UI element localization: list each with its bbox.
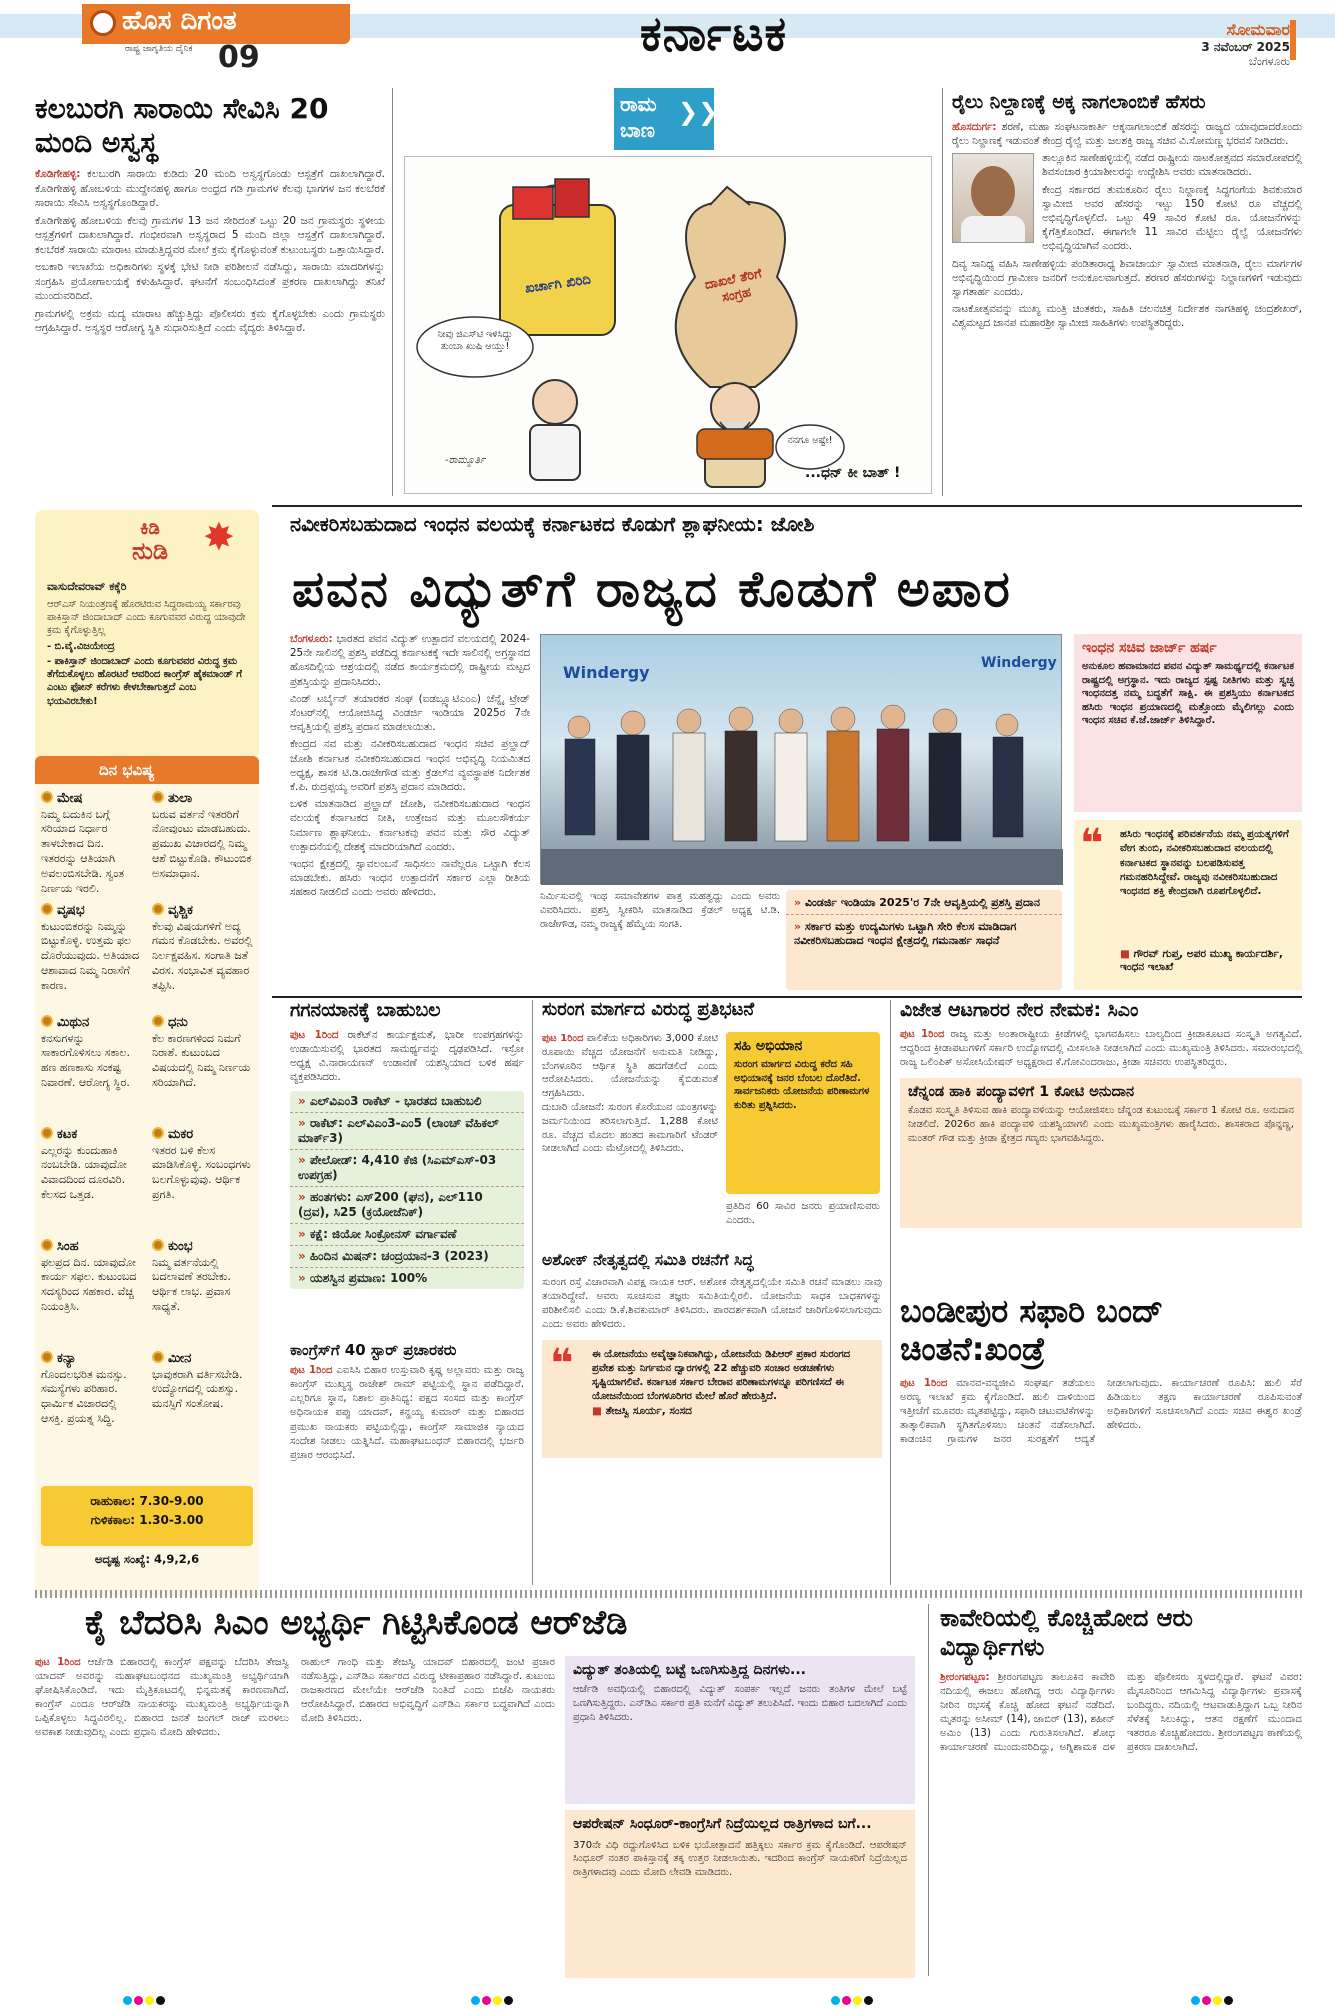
column-rule	[942, 88, 943, 496]
story-rjd	[35, 1604, 915, 1979]
dateline: ಪುಟ 1ರಿಂದ	[900, 1377, 948, 1389]
sign-text: ಬರುವ ವರ್ತನೆ ಇತರರಿಗೆ ನೋವುಂಟು ಮಾಡಬಹುದು. ಪ್ರಮುಖ ವಿಚಾರದಲ್ಲಿ ನಿಮ್ಮ ಆಶೆ ಬಿಟ್ಟುಕೊಡಿ. ಕೌಟುಂಬಿಕ ಅಸಮಾಧಾನ.	[152, 807, 252, 880]
sign-text: ಕೆಲ ಕಾರಣಗಳಿಂದ ನಿಮಗೆ ನಿರಾಶೆ. ಕುಟುಂಬದ ವಿಷಯದಲ್ಲಿ ನಿಮ್ಮ ನಿರ್ಣಯ ಸರಿಯಾಗಿದೆ.	[152, 1031, 251, 1090]
article-body	[542, 1032, 718, 1246]
sign-text: ನಿಮ್ಮ ಬದುಕಿನ ಬಗ್ಗೆ ಸರಿಯಾದ ನಿರ್ಧಾರ ತಾಳಬೇಕಾದ ದಿನ. ಇತರರನ್ನು ಆತಿಯಾಗಿ ಅವಲಂಬಿಸಬೇಡಿ. ಸ್ವಂತ ನಿರ್ಣಯ ಇರಲಿ.	[41, 807, 125, 895]
paragraph: ಕಲಬುರಗಿ ಸಾರಾಯಿ ಕುಡಿದು 20 ಮಂದಿ ಅಸ್ವಸ್ಥಗೊಂಡು ಆಸ್ಪತ್ರೆಗೆ ದಾಖಲಾಗಿದ್ದಾರೆ. ಕೊಡಿಗೇಹಳ್ಳಿ ಹೋಬಳಿಯ ಮುದ್ದೇನಹಳ್ಳಿ ಹಾಗೂ ಅಂಧ್ರದ ಗಡಿ ಗ್ರಾಮಗಳ ಕೆಲವು ಭಾಗಗಳ ಜನ ಕಲಬೆರಕೆ ಸಾರಾಯಿ ಸೇವಿಸಿ ಅಸ್ವಸ್ಥಗೊಂಡಿದ್ದಾರೆ.	[35, 168, 386, 210]
highlight-text: ವಿಂಡರ್ಜಿ ಇಂಡಿಯಾ 2025'ರ 7ನೇ ಆವೃತ್ತಿಯಲ್ಲಿ ಪ್ರಶಸ್ತಿ ಪ್ರದಾನ	[804, 896, 1040, 909]
horoscope-sign	[41, 1126, 142, 1238]
headline: ಕಾಂಗ್ರೆಸ್‌ಗೆ 40 ಸ್ಟಾರ್ ಪ್ರಚಾರಕರು	[290, 1341, 457, 1359]
sign-text: ಕುಟುಂಬಿಕರನ್ನು ನಿಮ್ಮನ್ನು ಬಿಟ್ಟುಕೊಳ್ಳಿ. ಉತ್ತಮ ಫಲ ದೊರೆಯುವುದು. ಅತಿಯಾದ ಆಶಾವಾದ ನಿಮ್ಮ ನಿರಾಸೆಗೆ ಕಾರಣ.	[41, 919, 140, 992]
headline: ಗಗನಯಾನಕ್ಕೆ ಬಾಹುಬಲ	[290, 999, 441, 1021]
article-body	[900, 1028, 1302, 1070]
sign-text: ನಿಮ್ಮ ವರ್ತನೆಯಲ್ಲಿ ಬದಲಾವಣೆ ತರಬೇಕು. ಆರ್ಥಿಕ ಲಾಭ. ಪ್ರವಾಸ ಸಾಧ್ಯತೆ.	[152, 1255, 231, 1314]
article-body: ಸುರಂಗ ರಸ್ತೆ ವಿಚಾರವಾಗಿ ವಿಪಕ್ಷ ನಾಯಕ ಆರ್. ಅಶೋಕ ನೇತೃತ್ವದಲ್ಲಿಯೇ ಸಮಿತಿ ರಚನೆ ಮಾಡಲು ನಾವು ತಯಾರಿದ್ದೇವೆ. ಅವರು ಸೂಚಿಸುವ ತಜ್ಞರು ಸಮಿತಿಯಲ್ಲಿರಲಿ. ಯೋಜನೆಯ ಸಾಧಕ ಬಾಧಕಗಳನ್ನು ಪರಿಶೀಲಿಸಲಿ ಎಂದು ಡಿ.ಕೆ.ಶಿವಕುಮಾರ್ ತಿಳಿಸಿದರು. ಪಾರದರ್ಶಕವಾಗಿ ಯೋಜನೆ ಜಾರಿಗೊಳಿಸಲಾಗುವುದು ಎಂದು ಅವರು ಹೇಳಿದರು.	[542, 1276, 882, 1331]
arrow-icon: »	[794, 896, 805, 909]
signature-box-title: ಸಹಿ ಅಭಿಯಾನ	[734, 1038, 803, 1054]
gulika-label: ಗುಳಿಕಕಾಲ:	[90, 1513, 136, 1527]
headline: ವಿಜೇತ ಆಟಗಾರರ ನೇರ ನೇಮಕ: ಸಿಎಂ	[900, 999, 1139, 1021]
fact-item: » ರಾಕೆಟ್: ಎಲ್‌ವಿಎಂ3-ಎಂ5 (ಲಾಂಚ್ ವೆಹಿಕಲ್ ಮಾರ್ಕ್3)	[290, 1113, 524, 1150]
arrow-icon: »	[298, 1093, 310, 1108]
color-registration-marks	[470, 1990, 530, 2004]
cartoon-tag-line2: ಬಾಣ	[620, 118, 655, 142]
sack-label: ದಾಖಲೆ ತೆರಿಗೆ ಸಂಗ್ರಹ	[703, 266, 764, 306]
arrow-icon: »	[298, 1248, 310, 1263]
gulika-time: 1.30-3.00	[139, 1513, 204, 1527]
paragraph: ವಿಂಡ್ ಟರ್ಬೈನ್ ತಯಾರಕರ ಸಂಘ (ಐಡಬ್ಲ್ಯೂಟಿಎಂಎ) ಚೆನ್ನೈ ಟ್ರೇಡ್ ಸೆಂಟರ್‌ನಲ್ಲಿ ಆಯೋಜಿಸಿದ್ದ ವಿಂಡರ್ಜಿ ಇಂಡಿಯಾ 2025ರ 7ನೇ ಆವೃತ್ತಿಯಲ್ಲಿ ಪ್ರಶಸ್ತಿ ಪ್ರದಾನ ಮಾಡಲಾಯಿತು.	[290, 692, 530, 734]
logo-text: ಹೊಸ ದಿಗಂತ	[122, 6, 237, 36]
headline: ಸುರಂಗ ಮಾರ್ಗದ ವಿರುದ್ಧ ಪ್ರತಿಭಟನೆ	[542, 999, 755, 1020]
zodiac-icon	[152, 1127, 164, 1139]
fact-item: » ಕಕ್ಷೆ: ಜಿಯೋ ಸಿಂಕ್ರೋನಸ್ ವರ್ಗಾವಣೆ	[290, 1224, 524, 1246]
cartoon-signature: -ರಾಮ್ಮೂರ್ತಿ	[445, 455, 486, 466]
sign-name: ವೃಷಭ	[41, 902, 142, 920]
article-body	[952, 120, 1302, 331]
portrait-shirt	[961, 216, 1025, 242]
article-body	[290, 1364, 524, 1463]
dateline: ಹೊಸದುರ್ಗ:	[952, 120, 997, 133]
speech-bubble-right: ನನಗೂ ಅಷ್ಟೇ!	[787, 435, 833, 446]
quote-author: ■ ತೇಜಸ್ವಿ ಸೂರ್ಯ, ಸಂಸದ	[592, 1405, 692, 1418]
lead-kicker: ನವೀಕರಿಸಬಹುದಾದ ಇಂಧನ ವಲಯಕ್ಕೆ ಕರ್ನಾಟಕದ ಕೊಡುಗೆ ಶ್ಲಾಘನೀಯ: ಜೋಶಿ	[290, 512, 815, 536]
section-rule	[272, 996, 1302, 998]
cartoon-drawing	[405, 157, 933, 495]
horoscope-sign	[152, 1350, 253, 1462]
arrow-icon: »	[298, 1115, 310, 1130]
color-registration-marks	[830, 1990, 890, 2004]
sign-name: ಕಟಕ	[41, 1126, 142, 1144]
dateline: ಪುಟ 1ರಿಂದ	[900, 1028, 945, 1040]
sidebar-title: ಇಂಧನ ಸಚಿವ ಜಾರ್ಜ್ ಹರ್ಷ	[1082, 640, 1217, 656]
quote-author-name: ಗೌರವ್ ಗುಪ್ತ, ಅಪರ ಮುಖ್ಯ ಕಾರ್ಯದರ್ಶಿ, ಇಂಧನ ಇಲಾಖೆ	[1120, 948, 1283, 973]
horoscope-sign	[41, 1350, 142, 1462]
cartoon-frame	[404, 156, 932, 494]
sign-name: ವೃಶ್ಚಿಕ	[152, 902, 253, 920]
article-body	[940, 1671, 1302, 1755]
paragraph: ಮಾನವ-ವನ್ಯಜೀವಿ ಸಂಘರ್ಷ ತಡೆಯಲು ಅರಣ್ಯ ಇಲಾಖೆ ಕ್ರಮ ಕೈಗೊಂಡಿದೆ. ಹುಲಿ ದಾಳಿಯಿಂದ ಇತ್ತೀಚೆಗೆ ಮೂವರು ಮೃತಪಟ್ಟಿದ್ದು, ಸಫಾರಿ ಚಟುವಟಿಕೆಗಳನ್ನು ತಾತ್ಕಾಲಿಕವಾಗಿ ಸ್ಥಗಿತಗೊಳಿಸಲು ಚಿಂತನೆ ನಡೆಸಲಾಗಿದೆ. ಕಾಡಂಚಿನ ಗ್ರಾಮಗಳ ಜನರ ಸುರಕ್ಷತೆಗೆ ಆದ್ಯತೆ ನೀಡಲಾಗುವುದು. ಕಾರ್ಯಾಚರಣೆ ರೂಪಿಸಿ: ಹುಲಿ ಸೆರೆ ಹಿಡಿಯಲು ತಕ್ಷಣ ಕಾರ್ಯಾಚರಣೆ ರೂಪಿಸುವಂತೆ ಅಧಿಕಾರಿಗಳಿಗೆ ಸೂಚಿಸಲಾಗಿದೆ ಎಂದು ಸಚಿವ ಈಶ್ವರ ಖಂಡ್ರೆ ಹೇಳಿದರು.	[900, 1377, 1302, 1446]
column-rule	[532, 1000, 533, 1585]
story-stadium	[900, 1000, 1302, 1280]
zodiac-icon	[152, 791, 164, 803]
paragraph: ಪಾಲಿಕೆಯ ಅಧಿಕಾರಿಗಳು 3,000 ಕೋಟಿ ರೂಪಾಯಿ ವೆಚ್ಚದ ಯೋಜನೆಗೆ ಅನುಮತಿ ನೀಡಿದ್ದು, ಬೆಂಗಳೂರಿನ ಆರ್ಥಿಕ ಸ್ಥಿತಿ ಹದಗೆಡಲಿದೆ ಎಂದು ಆರೋಪಿಸಿದರು. ಯೋಜನೆಯನ್ನು ಕೈಬಿಡುವಂತೆ ಆಗ್ರಹಿಸಿದರು.	[542, 1033, 718, 1100]
sidebar-text: ಅನುಕೂಲ ಹವಾಮಾನದ ಪವನ ವಿದ್ಯುತ್ ಸಾಮರ್ಥ್ಯದಲ್ಲಿ ಕರ್ನಾಟಕ ರಾಷ್ಟ್ರದಲ್ಲಿ ಅಗ್ರಸ್ಥಾನ. ಇದು ರಾಜ್ಯದ ಸ್ಪಷ್ಟ ನೀತಿಗಳು ಮತ್ತು ಸ್ವಚ್ಛ ಇಂಧನದತ್ತ ನಮ್ಮ ಬದ್ಧತೆಗೆ ಸಾಕ್ಷಿ. ಈ ಪ್ರಶಸ್ತಿಯು ಕರ್ನಾಟಕದ ಹಸಿರು ಇಂಧನ ಪ್ರಯಾಣದಲ್ಲಿ ಮತ್ತೊಂದು ಮೈಲಿಗಲ್ಲು ಎಂದು ಇಂಧನ ಸಚಿವ ಕೆ.ಜೆ.ಜಾರ್ಜ್ ತಿಳಿಸಿದ್ದಾರೆ.	[1082, 661, 1294, 727]
horoscope	[35, 756, 259, 1596]
photo-banner-left: Windergy	[563, 663, 650, 682]
dateline: ಪುಟ 1ರಿಂದ	[35, 1657, 81, 1668]
arrow-icon: »	[794, 920, 805, 933]
gulika-row	[41, 1513, 253, 1528]
fact-item: » ಎಲ್‌ವಿಎಂ3 ರಾಕೆಟ್ - ಭಾರತದ ಬಾಹುಬಲಿ	[290, 1091, 524, 1113]
hockey-box	[900, 1078, 1302, 1228]
sign-text: ಭಾವುಕರಾಗಿ ವರ್ತಿಸಬೇಡಿ. ಉದ್ಯೋಗದಲ್ಲಿ ಯಶಸ್ಸು. ಮನಸ್ಸಿಗೆ ಸಂತೋಷ.	[152, 1367, 243, 1411]
sign-name: ಮಿಥುನ	[41, 1014, 142, 1032]
rahukala-row	[41, 1494, 253, 1509]
dateline: ಪುಟ 1ರಿಂದ	[290, 1028, 339, 1041]
cartoon-caption: ...ಧನ್ ಕೀ ಬಾತ್ !	[805, 465, 901, 481]
headline: ಅಶೋಕ್ ನೇತೃತ್ವದಲ್ಲಿ ಸಮಿತಿ ರಚನೆಗೆ ಸಿದ್ಧ	[542, 1251, 754, 1269]
lead-highlights	[786, 890, 1062, 990]
quote-author	[1120, 948, 1296, 974]
paragraph: ದುಬಾರಿ ಯೋಜನೆ: ಸುರಂಗ ಕೊರೆಯುವ ಯಂತ್ರಗಳನ್ನು ಜರ್ಮನಿಯಿಂದ ತರಿಸಲಾಗುತ್ತಿದೆ. 1,288 ಕೋಟಿ ರೂ. ವೆಚ್ಚದ ಮೊದಲ ಹಂತದ ಕಾಮಗಾರಿಗೆ ಟೆಂಡರ್ ನೀಡಲಾಗಿದೆ ಎಂದು ಮೆಟ್ರೋದಲ್ಲಿ ತಿಳಿಸಿದರು.	[542, 1101, 718, 1155]
article-body	[35, 1656, 555, 1976]
headline: ಕೈ ಬೆದರಿಸಿ ಸಿಎಂ ಅಭ್ಯರ್ಥಿ ಗಿಟ್ಟಿಸಿಕೊಂಡ ಆರ್‌ಜೆಡಿ	[85, 1603, 628, 1643]
kidi-title	[105, 518, 195, 563]
weekday: ಸೋಮವಾರ	[1226, 20, 1290, 39]
arrow-icon: »	[298, 1152, 310, 1167]
quote-text: ಹಸಿರು ಇಂಧನಕ್ಕೆ ಪರಿವರ್ತನೆಯ ನಮ್ಮ ಪ್ರಯತ್ನಗಳಿಗೆ ವೇಗ ತುಂಬಿ, ನವೀಕರಿಸಬಹುದಾದ ವಲಯದಲ್ಲಿ ಕರ್ನಾಟಕದ ಸ್ಥಾನವನ್ನು ಬಲಪಡಿಸುವತ್ತ ಗಮನಹರಿಸಿದ್ದೇವೆ. ರಾಜ್ಯವು ನವೀಕರಿಸಬಹುದಾದ ಇಂಧನದ ಶಕ್ತಿ ಕೇಂದ್ರವಾಗಿ ರೂಪಗೊಳ್ಳಲಿದೆ.	[1120, 829, 1289, 898]
photo-people	[541, 635, 1063, 885]
sign-text: ಗೊಂದಲಭರಿತ ಮನಸ್ಸು. ಸಮಸ್ಯೆಗಳು ಪರಿಹಾರ. ಧಾರ್ಮಿಕ ವಿಚಾರದಲ್ಲಿ ಆಸಕ್ತಿ. ಪ್ರಯತ್ನ ಸಿದ್ಧಿ.	[41, 1367, 127, 1426]
kidi-title-line1: ಕಿಡಿ	[140, 518, 160, 539]
horoscope-sign	[41, 1238, 142, 1350]
paragraph: ಗ್ರಾಮಗಳಲ್ಲಿ ಅಕ್ರಮ ಮದ್ಯ ಮಾರಾಟ ಹೆಚ್ಚುತ್ತಿದ್ದು ಪೊಲೀಸರು ಕ್ರಮ ಕೈಗೊಳ್ಳಬೇಕು ಎಂದು ಗ್ರಾಮಸ್ಥರು ಆಗ್ರಹಿಸಿದ್ದಾರೆ. ಅಸ್ವಸ್ಥರ ಆರೋಗ್ಯ ಸ್ಥಿತಿ ಸುಧಾರಿಸುತ್ತಿದೆ ಎಂದು ವೈದ್ಯರು ತಿಳಿಸಿದ್ದಾರೆ.	[35, 307, 385, 335]
headline: ಕಾವೇರಿಯಲ್ಲಿ ಕೊಚ್ಚಿಹೋದ ಆರು ವಿದ್ಯಾರ್ಥಿಗಳು	[940, 1604, 1193, 1662]
quote-icon: ❝	[1080, 821, 1104, 867]
column-rule	[392, 88, 393, 496]
portrait-face	[971, 166, 1015, 218]
paragraph: ಶ್ರೀರಂಗಪಟ್ಟಣ ತಾಲೂಕಿನ ಕಾವೇರಿ ನದಿಯಲ್ಲಿ ಈಜಲು ಹೋಗಿದ್ದ ಆರು ವಿದ್ಯಾರ್ಥಿಗಳು ನೀರಿನ ರಭಸಕ್ಕೆ ಕೊಚ್ಚಿ ಹೋದ ಘಟನೆ ನಡೆದಿದೆ. ಮೃತರನ್ನು ಅಸೀಮ್ (14), ಜಾಬಿರ್ (13), ಶಹೀನ್ ಅಮಿಂ (13) ಎಂದು ಗುರುತಿಸಲಾಗಿದೆ. ಶೋಧ ಕಾರ್ಯಾಚರಣೆ ಮುಂದುವರಿದಿದ್ದು, ಅಗ್ನಿಶಾಮಕ ದಳ ಮತ್ತು ಪೊಲೀಸರು ಸ್ಥಳದಲ್ಲಿದ್ದಾರೆ. ಘಟನೆ ವಿವರ: ಮೈಸೂರಿನಿಂದ ಆಗಮಿಸಿದ್ದ ವಿದ್ಯಾರ್ಥಿಗಳು ಪ್ರವಾಸಕ್ಕೆ ಬಂದಿದ್ದರು. ನದಿಯಲ್ಲಿ ಆಟವಾಡುತ್ತಿದ್ದಾಗ ಒಬ್ಬ ನೀರಿನ ಸೆಳೆತಕ್ಕೆ ಸಿಲುಕಿದ್ದು, ಆತನ ರಕ್ಷಣೆಗೆ ಮುಂದಾದ ಇತರರೂ ಕೊಚ್ಚಿಹೋದರು. ಶ್ರೀರಂಗಪಟ್ಟಣ ಠಾಣೆಯಲ್ಲಿ ಪ್ರಕರಣ ದಾಖಲಾಗಿದೆ.	[940, 1671, 1302, 1753]
zodiac-icon	[152, 903, 164, 915]
portrait-photo	[952, 153, 1034, 243]
dateline: ಪುಟ 1ರಿಂದ	[542, 1033, 584, 1044]
lead-photo	[540, 634, 1062, 884]
cartoon-tag	[614, 88, 719, 150]
photo-caption-text: ನಿರ್ಮಿಸುವಲ್ಲಿ ಇಂಥ ಸಮಾವೇಶಗಳ ಪಾತ್ರ ಮಹತ್ವದ್ದು ಎಂದು ಅವರು ವಿವರಿಸಿದರು. ಪ್ರಶಸ್ತಿ ಸ್ವೀಕರಿಸಿ ಮಾತನಾಡಿದ ಕ್ರೆಡಲ್ ಅಧ್ಯಕ್ಷ ಟಿ.ಡಿ. ರಾಜೇಗೌಡ, ನಮ್ಮ ರಾಜ್ಯಕ್ಕೆ ಹೆಮ್ಮೆಯ ಸಂಗತಿ.	[540, 891, 780, 930]
sign-text: ಕೆಲವು ವಿಷಯಗಳಿಗೆ ಅದ್ಯ ಗಮನ ಕೊಡಬೇಕು. ಅವರಲ್ಲಿ ನಿರ್ಲಕ್ಷವಹಿಸ. ಸಂಗಾತಿ ಜತೆ ವಿರಸ. ಸಂಭಾವಿತ ವ್ಯವಹಾರ ತಪ್ಪಿಸಿ.	[152, 919, 253, 992]
headline: ಕಲಬುರಗಿ ಸಾರಾಯಿ ಸೇವಿಸಿ 20 ಮಂದಿ ಅಸ್ವಸ್ಥ	[35, 92, 329, 159]
kidi-quote-attrib: - ಬಿ.ವೈ.ವಿಜಯೇಂದ್ರ	[47, 640, 115, 652]
zodiac-icon	[41, 903, 53, 915]
power-wire-box	[565, 1656, 915, 1804]
fact-item: » ಹಂತಗಳು: ಎಸ್200 (ಘನ), ಎಲ್110 (ದ್ರವ), ಸಿ25 (ಕ್ರಯೋಜೆನಿಕ್)	[290, 1187, 524, 1224]
quote-box	[542, 1340, 882, 1458]
paragraph: ರಾಹುಲ್ ಗಾಂಧಿ ಮತ್ತು ತೇಜಸ್ವಿ ಯಾದವ್ ಬಿಹಾರದಲ್ಲಿ ಜಂಟಿ ಪ್ರಚಾರ ನಡೆಸುತ್ತಿದ್ದು, ಎನ್‌ಡಿಎ ಸರ್ಕಾರದ ವಿರುದ್ಧ ಟೀಕಾಪ್ರಹಾರ ನಡೆಸಿದ್ದಾರೆ. ಕುಟುಂಬ ರಾಜಕಾರಣದ ಮೇಲೆಯೇ ಆರ್‌ಜೆಡಿ ನಿಂತಿದೆ ಎಂದು ಬಿಜೆಪಿ ನಾಯಕರು ಆರೋಪಿಸಿದ್ದಾರೆ. ಬಿಹಾರದ ಅಭಿವೃದ್ಧಿಗೆ ಎನ್‌ಡಿಎ ಸರ್ಕಾರ ಬದ್ಧವಾಗಿದೆ ಎಂದು ಮೋದಿ ತಿಳಿಸಿದರು.	[301, 1657, 555, 1725]
color-registration-marks	[1190, 1990, 1250, 2004]
logo-block	[82, 4, 350, 44]
horoscope-sign	[41, 790, 142, 902]
sindoor-box	[565, 1810, 915, 1978]
kidi-author: ವಾಸುದೇವರಾವ್ ಕಕ್ಕೆರಿ	[47, 580, 127, 593]
kidi-nudi-box	[35, 510, 259, 760]
hockey-body: ಕೊಡವ ಸಂಸ್ಕೃತಿ ತಿಳಿಸುವ ಹಾಕಿ ಪಂದ್ಯಾವಳಿಯನ್ನು ಆಯೋಜಿಸಲು ಚೆನ್ನಂಡ ಕುಟುಂಬಕ್ಕೆ ಸರ್ಕಾರ 1 ಕೋಟಿ ರೂ. ಅನುದಾನ ನೀಡಲಿದೆ. 2026ರ ಹಾಕಿ ಪಂದ್ಯಾವಳಿ ಯಶಸ್ವಿಯಾಗಲಿ ಎಂದು ಮುಖ್ಯಮಂತ್ರಿಗಳು ಹಾರೈಸಿದರು. ಶಾಸಕರಾದ ಪೊನ್ನಣ್ಣ, ಮಂತರ್ ಗೌಡ ಮತ್ತು ಕ್ರೀಡಾ ಕ್ಷೇತ್ರದ ಗಣ್ಯರು ಭಾಗವಹಿಸಿದ್ದರು.	[908, 1105, 1294, 1144]
times-box	[41, 1486, 253, 1546]
dateline: ಬೆಂಗಳೂರು:	[290, 633, 333, 645]
sign-text: ಕನಸುಗಳನ್ನು ಸಾಕಾರಗೊಳಿಸಲು ಸಕಾಲ. ಹಣ ಹಣಕಾಸು ಸಂಕಷ್ಟ ನಿವಾರಣೆ. ಆರೋಗ್ಯ ಸ್ಥಿರ.	[41, 1031, 131, 1090]
zodiac-icon	[41, 1351, 53, 1363]
sign-name: ಕನ್ಯಾ	[41, 1350, 142, 1368]
sign-text: ಎಲ್ಲರನ್ನು ಕುಂದುಹಾಕಿ ನಂಬಬೇಡಿ. ಯಾವುದೋ ವಿವಾದದಿಂದ ದೂರವಿರಿ. ಕೆಲಸದ ಒತ್ತಡ.	[41, 1143, 127, 1202]
kidi-quote-text: ಆರ್‌ಎಸ್ ನಿಯಂತ್ರಣಕ್ಕೆ ಹೊರಟಿರುವ ಸಿದ್ದರಾಮಯ್ಯ ಸರ್ಕಾರವು ಪಾಕಿಸ್ತಾನ್ ಜಿಂದಾಬಾದ್ ಎಂದು ಕೂಗುವವರ ವಿರುದ್ಧ ಯಾವುದೇ ಕ್ರಮ ಕೈಗೊಳ್ಳುತ್ತಿಲ್ಲ	[47, 599, 246, 637]
kidi-quote	[47, 598, 247, 708]
article-body	[900, 1377, 1302, 1447]
story-kaveri	[940, 1604, 1302, 1979]
quote-icon: ❝	[550, 1341, 574, 1388]
paragraph: ಕೊಡಿಗೇಹಳ್ಳಿ ಹೋಬಳಿಯ ಕೆಲವು ಗ್ರಾಮಗಳ 13 ಜನ ಸೇರಿದಂತೆ ಒಟ್ಟು 20 ಜನ ಗ್ರಾಮಸ್ಥರು ಸ್ಥಳೀಯ ಆಸ್ಪತ್ರೆಗಳಿಗೆ ದಾಖಲಾಗಿದ್ದಾರೆ. ಗಂಭೀರವಾಗಿ ಅಸ್ವಸ್ಥರಾದ 5 ಮಂದಿ ಜಿಲ್ಲಾ ಆಸ್ಪತ್ರೆಗೆ ದಾಖಲಾಗಿದ್ದಾರೆ. ಕಲಬೆರಕೆ ಸಾರಾಯಿ ಮಾರಾಟ ಮಾಡುತ್ತಿದ್ದವರ ಮೇಲೆ ಕ್ರಮ ಕೈಗೊಳ್ಳುವಂತೆ ಕುಟುಂಬಸ್ಥರು ಒತ್ತಾಯಿಸಿದ್ದಾರೆ.	[35, 214, 385, 256]
spark-icon: ✸	[203, 515, 235, 559]
paragraph: ಭಾರತದ ಪವನ ವಿದ್ಯುತ್ ಉತ್ಪಾದನೆ ವಲಯದಲ್ಲಿ 2024-25ನೇ ಸಾಲಿನಲ್ಲಿ ಪ್ರಶಸ್ತಿ ಪಡೆದಿದ್ದ ಕರ್ನಾಟಕಕ್ಕೆ ಇದೇ ಸಾಲಿನಲ್ಲಿ ಅಗ್ರಸ್ಥಾನದ ಹೊಸದಿಲ್ಲಿಯ ಆಶ್ರಯದಲ್ಲಿ ನಡೆದ ಕಾರ್ಯಕ್ರಮದಲ್ಲಿ ರಾಷ್ಟ್ರೀಯ ಮಟ್ಟದ ಪ್ರಶಸ್ತಿಯನ್ನು ಪ್ರದಾನಿಸಿದರು.	[290, 633, 530, 688]
paragraph: ಕೇಂದ್ರದ ನವ ಮತ್ತು ನವೀಕರಿಸಬಹುದಾದ ಇಂಧನ ಸಚಿವ ಪ್ರಲ್ಹಾದ್ ಜೋಶಿ ಕರ್ನಾಟಕ ನವೀಕರಿಸಬಹುದಾದ ಇಂಧನ ಅಭಿವೃದ್ಧಿ ನಿಯಮಿತದ ಅಧ್ಯಕ್ಷ, ಶಾಸಕ ಟಿ.ಡಿ.ರಾಜೇಗೌಡ ಮತ್ತು ಕ್ರೆಡಲ್‌ನ ವ್ಯವಸ್ಥಾಪಕ ನಿರ್ದೇಶಕ ಕೆ.ಪಿ. ರುದ್ರಪ್ಪಯ್ಯ ಅವರಿಗೆ ಪ್ರಶಸ್ತಿ ಪ್ರದಾನ ಮಾಡಿದರು.	[290, 738, 530, 794]
story-railway	[952, 92, 1302, 497]
paragraph: ಅಬಕಾರಿ ಇಲಾಖೆಯ ಅಧಿಕಾರಿಗಳು ಸ್ಥಳಕ್ಕೆ ಭೇಟಿ ನೀಡಿ ಪರಿಶೀಲನೆ ನಡೆಸಿದ್ದು, ಸಾರಾಯಿ ಮಾದರಿಗಳನ್ನು ಸಂಗ್ರಹಿಸಿ ಪ್ರಯೋಗಾಲಯಕ್ಕೆ ಕಳುಹಿಸಿದ್ದಾರೆ. ಘಟನೆಗೆ ಸಂಬಂಧಿಸಿದಂತೆ ಪ್ರಕರಣ ದಾಖಲಾಗಿದ್ದು ತನಿಖೆ ಮುಂದುವರಿದಿದೆ.	[35, 261, 385, 303]
logo-tagline: ರಾಷ್ಟ್ರ ಜಾಗೃತಿಯ ದೈನಿಕ	[125, 44, 193, 54]
story-bandipur	[900, 1292, 1302, 1582]
column-rule	[890, 1000, 891, 1585]
zodiac-icon	[41, 1015, 53, 1027]
sign-name: ಸಿಂಹ	[41, 1238, 142, 1256]
paragraph: ಕೇಂದ್ರ ಸರ್ಕಾರದ ತುಮಕೂರಿನ ರೈಲು ನಿಲ್ದಾಣಕ್ಕೆ ಸಿದ್ಧಗಂಗೆಯ ಶಿವಕುಮಾರ ಸ್ವಾಮೀಜಿ ಅವರ ಹೆಸರನ್ನು ಇಟ್ಟು 150 ಕೋಟಿ ರೂ ವೆಚ್ಚದಲ್ಲಿ ಅಭಿವೃದ್ಧಿಗೊಳ್ಳಲಿದೆ. ಒಟ್ಟು 49 ಸಾವಿರ ಕೋಟಿ ರೂ. ಯೋಜನೆಗಳನ್ನು ಕೈಗೆತ್ತಿಕೊಂಡಿದೆ. ಈಗಾಗಲೇ 11 ಸಾವಿರ ಮೆಟ್ಟಿಲು ರೈಲ್ವೆ ಯೋಜನೆಗಳು ಅಭಿವೃದ್ಧಿಯಾಗಿವೆ ಎಂದರು.	[1042, 183, 1302, 253]
bullet-icon: ■	[1120, 948, 1134, 960]
horoscope-sign	[152, 902, 253, 1014]
lucky-numbers: ಅದೃಷ್ಟ ಸಂಖ್ಯೆ: 4,9,2,6	[94, 1552, 200, 1566]
story-hooch	[35, 92, 385, 492]
fact-item: » ಯಶಸ್ವಿನ ಪ್ರಮಾಣ: 100%	[298, 1270, 428, 1285]
horoscope-sign	[152, 1126, 253, 1238]
photo-banner-right: Windergy	[981, 655, 1057, 671]
sign-name: ಕುಂಭ	[152, 1238, 253, 1256]
cartoon	[404, 86, 934, 494]
horoscope-title: ದಿನ ಭವಿಷ್ಯ	[35, 756, 259, 784]
paragraph: ದಿವ್ಯ ಸಾನಿಧ್ಯ ವಹಿಸಿ ಸಾಣೇಹಳ್ಳಿಯ ಪಂಡಿತಾರಾಧ್ಯ ಶಿವಾಚಾರ್ಯ ಸ್ವಾಮೀಜಿ ಮಾತನಾಡಿ, ರೈಲು ಮಾರ್ಗಗಳ ಅಭಿವೃದ್ಧಿಯಿಂದ ಗ್ರಾಮೀಣ ಜನರಿಗೆ ಅನುಕೂಲವಾಗುತ್ತದೆ. ಶರಣರ ಹೆಸರುಗಳನ್ನು ನಿಲ್ದಾಣಗಳಿಗೆ ಇಡುವುದು ಸ್ವಾಗತಾರ್ಹ ಎಂದರು.	[952, 257, 1302, 299]
column-rule	[928, 1604, 929, 1976]
signature-box-text: ಸುರಂಗ ಮಾರ್ಗದ ವಿರುದ್ಧ ಕರೆದ ಸಹಿ ಅಭಿಯಾನಕ್ಕೆ ಜನರ ಬೆಂಬಲ ದೊರೆತಿದೆ. ಸಾರ್ವಜನಿಕರು ಯೋಜನೆಯ ಪರಿಣಾಮಗಳ ಕುರಿತು ಪ್ರಶ್ನಿಸಿದರು.	[734, 1059, 870, 1111]
rahukala-label: ರಾಹುಕಾಲ:	[90, 1494, 136, 1508]
paragraph: ಇಂಧನ ಕ್ಷೇತ್ರದಲ್ಲಿ ಸ್ವಾವಲಂಬನೆ ಸಾಧಿಸಲು ನಾವೆಲ್ಲರೂ ಒಟ್ಟಾಗಿ ಕೆಲಸ ಮಾಡಬೇಕು. ಹಸಿರು ಇಂಧನ ಉತ್ಪಾದನೆಗೆ ಸರ್ಕಾರ ಎಲ್ಲಾ ರೀತಿಯ ಸಹಕಾರ ನೀಡಲಿದೆ ಎಂದು ಅವರು ಹೇಳಿದರು.	[290, 858, 530, 899]
date-block	[1160, 20, 1290, 78]
arrow-icon: »	[298, 1189, 310, 1204]
page-number: 09	[218, 40, 260, 75]
box-text: ಆರ್ಜೆಡಿ ಅವಧಿಯಲ್ಲಿ ಬಿಹಾರದಲ್ಲಿ ವಿದ್ಯುತ್ ಸಂಪರ್ಕ ಇಲ್ಲದೆ ಜನರು ತಂತಿಗಳ ಮೇಲೆ ಬಟ್ಟೆ ಒಣಗಿಸುತ್ತಿದ್ದರು. ಎನ್‌ಡಿಎ ಸರ್ಕಾರ ಪ್ರತಿ ಮನೆಗೆ ವಿದ್ಯುತ್ ತಲುಪಿಸಿದೆ. ಇಂದು ಬಿಹಾರ ಬದಲಾಗಿದೆ ಎಂದು ಪ್ರಧಾನಿ ತಿಳಿಸಿದರು.	[573, 1684, 907, 1723]
paragraph: ಶರಣೆ, ಮಹಾ ಸಂಘಟನಾಕಾರ್ತಿ ಅಕ್ಕನಾಗಲಾಂಬಿಕೆ ಹೆಸರನ್ನು ರಾಜ್ಯದ ಯಾವುದಾದರೊಂದು ರೈಲು ನಿಲ್ದಾಣಕ್ಕೆ ಇಡುವಂತೆ ಕೇಂದ್ರ ರೈಲ್ವೆ ಮತ್ತು ಜಲಶಕ್ತಿ ರಾಜ್ಯ ಸಚಿವ ವಿ.ಸೋಮಣ್ಣ ಭರವಸೆ ನೀಡಿದರು.	[952, 120, 1302, 148]
paragraph: ರಾಜ್ಯ ಮತ್ತು ಅಂತಾರಾಷ್ಟ್ರೀಯ ಕ್ರೀಡೆಗಳಲ್ಲಿ ಭಾಗವಹಿಸಲು ಬಾಲ್ಯದಿಂದ ಕ್ರೀಡಾಕೂಟದ ಸಂಸ್ಕೃತಿ ಅಗತ್ಯವಿದೆ. ಆದ್ದರಿಂದ ಕ್ರೀಡಾಪಟುಗಳಿಗೆ ಸರ್ಕಾರಿ ಉದ್ಯೋಗದಲ್ಲಿ ಮೀಸಲಾತಿ ನೀಡಲಾಗಿದೆ ಎಂದು ಮುಖ್ಯಮಂತ್ರಿ ತಿಳಿಸಿದರು. ಸಮಾರಂಭದಲ್ಲಿ ರಾಜ್ಯ ಒಲಿಂಪಿಕ್ ಅಸೋಸಿಯೇಷನ್ ಅಧ್ಯಕ್ಷರಾದ ಕೆ.ಗೋವಿಂದರಾಜು, ಕ್ರೀಡಾ ಸಚಿವರು ಉಪಸ್ಥಿತರಿದ್ದರು.	[900, 1028, 1302, 1068]
section-title: ಕರ್ನಾಟಕ	[640, 6, 788, 62]
logo-icon	[90, 10, 116, 36]
paragraph: ತಾಲ್ಲೂಕಿನ ಸಾಣೇಹಳ್ಳಿಯಲ್ಲಿ ನಡೆದ ರಾಷ್ಟ್ರೀಯ ನಾಟಕೋತ್ಸವದ ಸಮಾರೋಪದಲ್ಲಿ ಶಿವಸಂಚಾರ ಕ್ರಿಯಾಶೀಲರನ್ನು ಉದ್ದೇಶಿಸಿ ಅವರು ಮಾತನಾಡಿದರು.	[1042, 152, 1302, 179]
masthead	[0, 0, 1335, 80]
sign-name: ತುಲಾ	[152, 790, 253, 808]
lead-sidebar	[1074, 634, 1302, 812]
arrow-icon: »	[298, 1270, 310, 1285]
rahukala-time: 7.30-9.00	[139, 1494, 204, 1508]
highlight-item	[786, 890, 1062, 915]
zodiac-icon	[41, 1239, 53, 1251]
arrow-icon: ❯❯	[678, 98, 719, 126]
dateline: ಪುಟ 1ರಿಂದ	[290, 1365, 333, 1377]
paragraph: ಬಳಿಕ ಮಾತನಾಡಿದ ಪ್ರಲ್ಹಾದ್ ಜೋಶಿ, ನವೀಕರಿಸಬಹುದಾದ ಇಂಧನ ವಲಯಕ್ಕೆ ಕರ್ನಾಟಕದ ನೀತಿ, ಉತ್ತೇಜನ ಮತ್ತು ಮೂಲಸೌಕರ್ಯ ನಿರ್ಮಾಣ ಶ್ಲಾಘನೀಯ. ಕರ್ನಾಟಕವು ಪವನ ಮತ್ತು ಸೌರ ವಿದ್ಯುತ್ ಉತ್ಪಾದನೆಯಲ್ಲಿ ದೇಶಕ್ಕೆ ಮಾದರಿಯಾಗಿದೆ ಎಂದರು.	[290, 798, 530, 853]
cartoon-tag-line1: ರಾಮ	[620, 92, 657, 116]
lead-quote	[1074, 820, 1302, 990]
headline: ಬಂಡೀಪುರ ಸಫಾರಿ ಬಂದ್ ಚಿಂತನೆ:ಖಂಡ್ರೆ	[900, 1292, 1164, 1369]
paragraph: ಎಐಸಿಸಿ ಬಿಹಾರ ಉಸ್ತುವಾರಿ ಕೃಷ್ಣ ಅಲ್ಲಾವರು ಮತ್ತು ರಾಜ್ಯ ಕಾಂಗ್ರೆಸ್ ಮುಖ್ಯಸ್ಥ ರಾಜೇಶ್ ರಾಮ್ ಪಟ್ಟಿಯಲ್ಲಿ ಸ್ಥಾನ ಪಡೆದಿದ್ದಾರೆ. ಎಲ್ಲರಿಗೂ ಸ್ಥಾನ, ನಿಶಾಲ ಪ್ರಾತಿನಿಧ್ಯ: ಪಕ್ಷದ ಸಂಸದ ಮತ್ತು ಕಾಂಗ್ರೆಸ್ ಅಧಿನಾಯಕ ಪಪ್ಪು ಯಾದವ್, ಕನ್ಹಯ್ಯ ಕುಮಾರ್ ಮತ್ತು ಬಿಹಾರದ ಪ್ರಮುಖ ನಾಯಕರು ಪಟ್ಟಿಯಲ್ಲಿದ್ದು, ಕಾಂಗ್ರೆಸ್ ಸಾಮಾಜಿಕ ನ್ಯಾಯದ ಸಂದೇಶ ನೀಡಲು ಯತ್ನಿಸಿದೆ. ಮಹಾಘಟಬಂಧನ್ ಬಿಹಾರದಲ್ಲಿ ಭರ್ಜರಿ ಪ್ರಚಾರ ಆರಂಭಿಸಿದೆ.	[290, 1365, 524, 1461]
box-title: ಆಪರೇಷನ್ ಸಿಂಧೂರ್-ಕಾಂಗ್ರೆಸಿಗೆ ನಿದ್ರೆಯಿಲ್ಲದ ರಾತ್ರಿಗಳಾದ ಬಗೆ...	[573, 1816, 872, 1832]
zodiac-icon	[41, 1127, 53, 1139]
headline: ರೈಲು ನಿಲ್ದಾಣಕ್ಕೆ ಅಕ್ಕ ನಾಗಲಾಂಬಿಕೆ ಹೆಸರು	[952, 91, 1206, 113]
paragraph: ರಾಕೆಟ್‌ನ ಕಾರ್ಯಕ್ಷಮತೆ, ಭಾರೀ ಉಪಗ್ರಹಗಳನ್ನು ಉಡಾಯಿಸುವಲ್ಲಿ ಭಾರತದ ಸಾಮರ್ಥ್ಯವನ್ನು ದೃಢಪಡಿಸಿದೆ. ಇಸ್ರೋ ಅಧ್ಯಕ್ಷ ವಿ.ನಾರಾಯಣನ್ ಉಡಾವಣೆ ಯಶಸ್ವಿಯಾದ ಬಳಿಕ ಹರ್ಷ ವ್ಯಕ್ತಪಡಿಸಿದರು.	[290, 1028, 524, 1084]
quote-text: ಈ ಯೋಜನೆಯು ಅವೈಜ್ಞಾನಿಕವಾಗಿದ್ದು, ಯೋಜನೆಯ ಡಿಪಿಆರ್ ಪ್ರಕಾರ ಸುರಂಗದ ಪ್ರವೇಶ ಮತ್ತು ನಿರ್ಗಮನ ದ್ವಾರಗಳಲ್ಲಿ 22 ಹೆಚ್ಚುವರಿ ಸಂಚಾರ ಅಡಚಣೆಗಳು ಸೃಷ್ಟಿಯಾಗಲಿವೆ. ಕರ್ನಾಟಕ ಸರ್ಕಾರ ಬೇರಾವ ಪರಿಣಾಮಗಳನ್ನೂ ಪರಿಗಣಿಸದೆ ಈ ಯೋಜನೆಯಿಂದ ಬೆಂಗಳೂರಿಗರ ಮೇಲೆ ಹೊರೆ ಹೇರುತ್ತಿದೆ.	[592, 1349, 851, 1402]
dateline: ಶ್ರೀರಂಗಪಟ್ಟಣ:	[940, 1671, 990, 1683]
dateline: ಕೊಡಿಗೇಹಳ್ಳಿ:	[35, 168, 81, 181]
lead-body	[290, 632, 530, 992]
tunnel-tail: ಪ್ರತಿದಿನ 60 ಸಾವಿರ ಜನರು ಪ್ರಯಾಣಿಸುವರು ಎಂದರು.	[726, 1201, 880, 1226]
sign-name: ಮಕರ	[152, 1126, 253, 1144]
bag-label: ಖರ್ಚಾಗಿ ಖಿರಿದಿ	[524, 272, 592, 297]
story-congress-40	[290, 1342, 524, 1582]
fact-item: » ಹಿಂದಿನ ಮಿಷನ್: ಚಂದ್ರಯಾನ-3 (2023)	[290, 1246, 524, 1268]
sign-name: ಮೇಷ	[41, 790, 142, 808]
box-text: 370ನೇ ವಿಧಿ ರದ್ದುಗೊಳಿಸಿದ ಬಳಿಕ ಭಯೋತ್ಪಾದನೆ ಹತ್ತಿಕ್ಕಲು ಸರ್ಕಾರ ಕ್ರಮ ಕೈಗೊಂಡಿದೆ. ಆಪರೇಷನ್ ಸಿಂಧೂರ್ ನಂತರ ಪಾಕಿಸ್ತಾನಕ್ಕೆ ತಕ್ಕ ಉತ್ತರ ನೀಡಲಾಯಿತು. ಇದರಿಂದ ಕಾಂಗ್ರೆಸ್ ನಾಯಕರಿಗೆ ನಿದ್ರೆಯಿಲ್ಲದ ರಾತ್ರಿಗಳಾದವು ಎಂದು ಮೋದಿ ಲೇವಡಿ ಮಾಡಿದರು.	[573, 1839, 907, 1879]
facts-box	[290, 1091, 524, 1289]
sign-name: ಧನು	[152, 1014, 253, 1032]
sign-name: ಮೀನ	[152, 1350, 253, 1368]
horoscope-grid	[35, 784, 259, 1462]
story-gaganyaan	[290, 1000, 524, 1335]
color-registration-marks	[122, 1990, 182, 2004]
paragraph: ಆರ್ಜೆಡಿ ಬಿಹಾರದಲ್ಲಿ ಕಾಂಗ್ರೆಸ್ ಪಕ್ಷವನ್ನು ಬೆದರಿಸಿ ತೇಜಸ್ವಿ ಯಾದವ್ ಅವರನ್ನು ಮಹಾಘಟಬಂಧನದ ಮುಖ್ಯಮಂತ್ರಿ ಅಭ್ಯರ್ಥಿಯಾಗಿ ಘೋಷಿಸಿಕೊಂಡಿದೆ. ಇದು ಮೈತ್ರಿಕೂಟದಲ್ಲಿ ಭಿನ್ನಮತಕ್ಕೆ ಕಾರಣವಾಗಿದೆ. ಕಾಂಗ್ರೆಸ್ ಎಂದೂ ಆರ್‌ಜೆಡಿ ನಾಯಕರನ್ನು ಮುಖ್ಯಮಂತ್ರಿ ಅಭ್ಯರ್ಥಿಯನ್ನಾಗಿ ಒಪ್ಪಿಕೊಳ್ಳಲು ಸಿದ್ಧವಿರಲಿಲ್ಲ. ಬಿಹಾರದ ಜನತೆ ಜಂಗಲ್ ರಾಜ್ ಮರಳಲು ಅವಕಾಶ ನೀಡುವುದಿಲ್ಲ ಎಂದು ಪ್ರಧಾನಿ ಮೋದಿ ಹೇಳಿದರು.	[35, 1657, 289, 1739]
horoscope-sign	[152, 1014, 253, 1126]
zodiac-icon	[152, 1351, 164, 1363]
signature-box	[726, 1032, 880, 1194]
article-body	[290, 1028, 524, 1085]
zodiac-icon	[41, 791, 53, 803]
zodiac-icon	[152, 1015, 164, 1027]
horoscope-sign	[41, 902, 142, 1014]
horoscope-sign	[41, 1014, 142, 1126]
fact-item: » ಪೇಲೋಡ್: 4,410 ಕೆಜಿ (ಸಿಎಮ್‌ಎಸ್-03 ಉಪಗ್ರಹ)	[290, 1150, 524, 1187]
kidi-title-line2: ನುಡಿ	[131, 537, 169, 565]
date: 3 ನವೆಂಬರ್ 2025	[1201, 40, 1290, 54]
sign-text: ಇತರರ ಬಳಿ ಕೆಲಸ ಮಾಡಿಸಿಕೊಳ್ಳಿ. ಸಂಬಂಧಗಳು ಬಲಗೊಳ್ಳುವುವು. ಆರ್ಥಿಕ ಪ್ರಗತಿ.	[152, 1143, 251, 1202]
highlight-item	[786, 915, 1062, 953]
story-tunnel	[542, 1000, 882, 1248]
paragraph: ನಾಟಕೋತ್ಸವವನ್ನು ಮುಖ್ಯ ಮಂತ್ರಿ ಚಿಂತಕರು, ಸಾಹಿತಿ ಚಲನಚಿತ್ರ ನಿರ್ದೇಶಕ ನಾಗತಿಹಳ್ಳಿ ಚಂದ್ರಶೇಖರ್, ವಿಶ್ವಮಟ್ಟದ ಜಾನಪ ಮಹಾರಶ್ರೀ ಸ್ವಾಮೀಜಿ ಸಾಹಿತಿಗಳು ಉಪಸ್ಥಿತರಿದ್ದರು.	[952, 303, 1302, 330]
bullet-icon: ■	[592, 1405, 606, 1418]
article-body	[35, 167, 385, 335]
horoscope-sign	[152, 1238, 253, 1350]
box-title: ವಿದ್ಯುತ್ ತಂತಿಯಲ್ಲಿ ಬಟ್ಟೆ ಒಣಗಿಸುತ್ತಿದ್ದ ದಿನಗಳು...	[573, 1662, 806, 1678]
kidi-retort: - ಪಾಕಿಸ್ತಾನ್ ಜಿಂದಾಬಾದ್ ಎಂದು ಕೂಗುವವರ ವಿರುದ್ಧ ಕ್ರಮ ತೆಗೆದುಕೊಳ್ಳಲು ಹೊರಟರೆ ಆವರಿಂದ ಕಾಂಗ್ರೆಸ್ ಹೈಕಮಾಂಡ್ ಗೆ ಎಂಟು ಫೋನ್ ಕರೆಗಳು ಕೇಳಬೇಕಾಗುತ್ತದೆ ಎಂಬ ಭಯವಿರಬೇಕು!	[47, 655, 242, 707]
horoscope-sign	[152, 790, 253, 902]
hockey-headline: ಚೆನ್ನಂಡ ಹಾಕಿ ಪಂದ್ಯಾವಳಿಗೆ 1 ಕೋಟಿ ಅನುದಾನ	[908, 1084, 1135, 1101]
arrow-icon: »	[298, 1226, 310, 1241]
page-divider	[35, 1590, 1302, 1598]
speech-bubble-left: ನೀವು ಜಿಎಸ್‌ಟಿ ಇಳಿಸಿದ್ದು ತುಂಬಾ ಖುಷಿ ಆಯ್ತು!	[437, 329, 513, 352]
edition-city: ಬೆಂಗಳೂರು	[1248, 55, 1290, 68]
section-rule	[272, 505, 1302, 507]
masthead-accent	[1290, 20, 1296, 60]
story-ashok	[542, 1252, 882, 1582]
sign-text: ಫಲಪ್ರದ ದಿನ. ಯಾವುದೋ ಕಾರ್ಯ ಸಫಲ. ಕುಟುಂಬದ ಸದಸ್ಯರಿಂದ ಸಹಕಾರ. ವೆಚ್ಚ ನಿಯಂತ್ರಿಸಿ.	[41, 1255, 137, 1314]
highlight-text: ಸರ್ಕಾರ ಮತ್ತು ಉದ್ಯಮಿಗಳು ಒಟ್ಟಾಗಿ ಸೇರಿ ಕೆಲಸ ಮಾಡಿದಾಗ ನವೀಕರಿಸಬಹುದಾದ ಇಂಧನ ಕ್ಷೇತ್ರದಲ್ಲಿ ಗಮನಾರ್ಹ ಸಾಧನೆ	[794, 920, 1017, 947]
lead-headline: ಪವನ ವಿದ್ಯುತ್‌ಗೆ ರಾಜ್ಯದ ಕೊಡುಗೆ ಅಪಾರ	[292, 560, 1012, 618]
zodiac-icon	[152, 1239, 164, 1251]
